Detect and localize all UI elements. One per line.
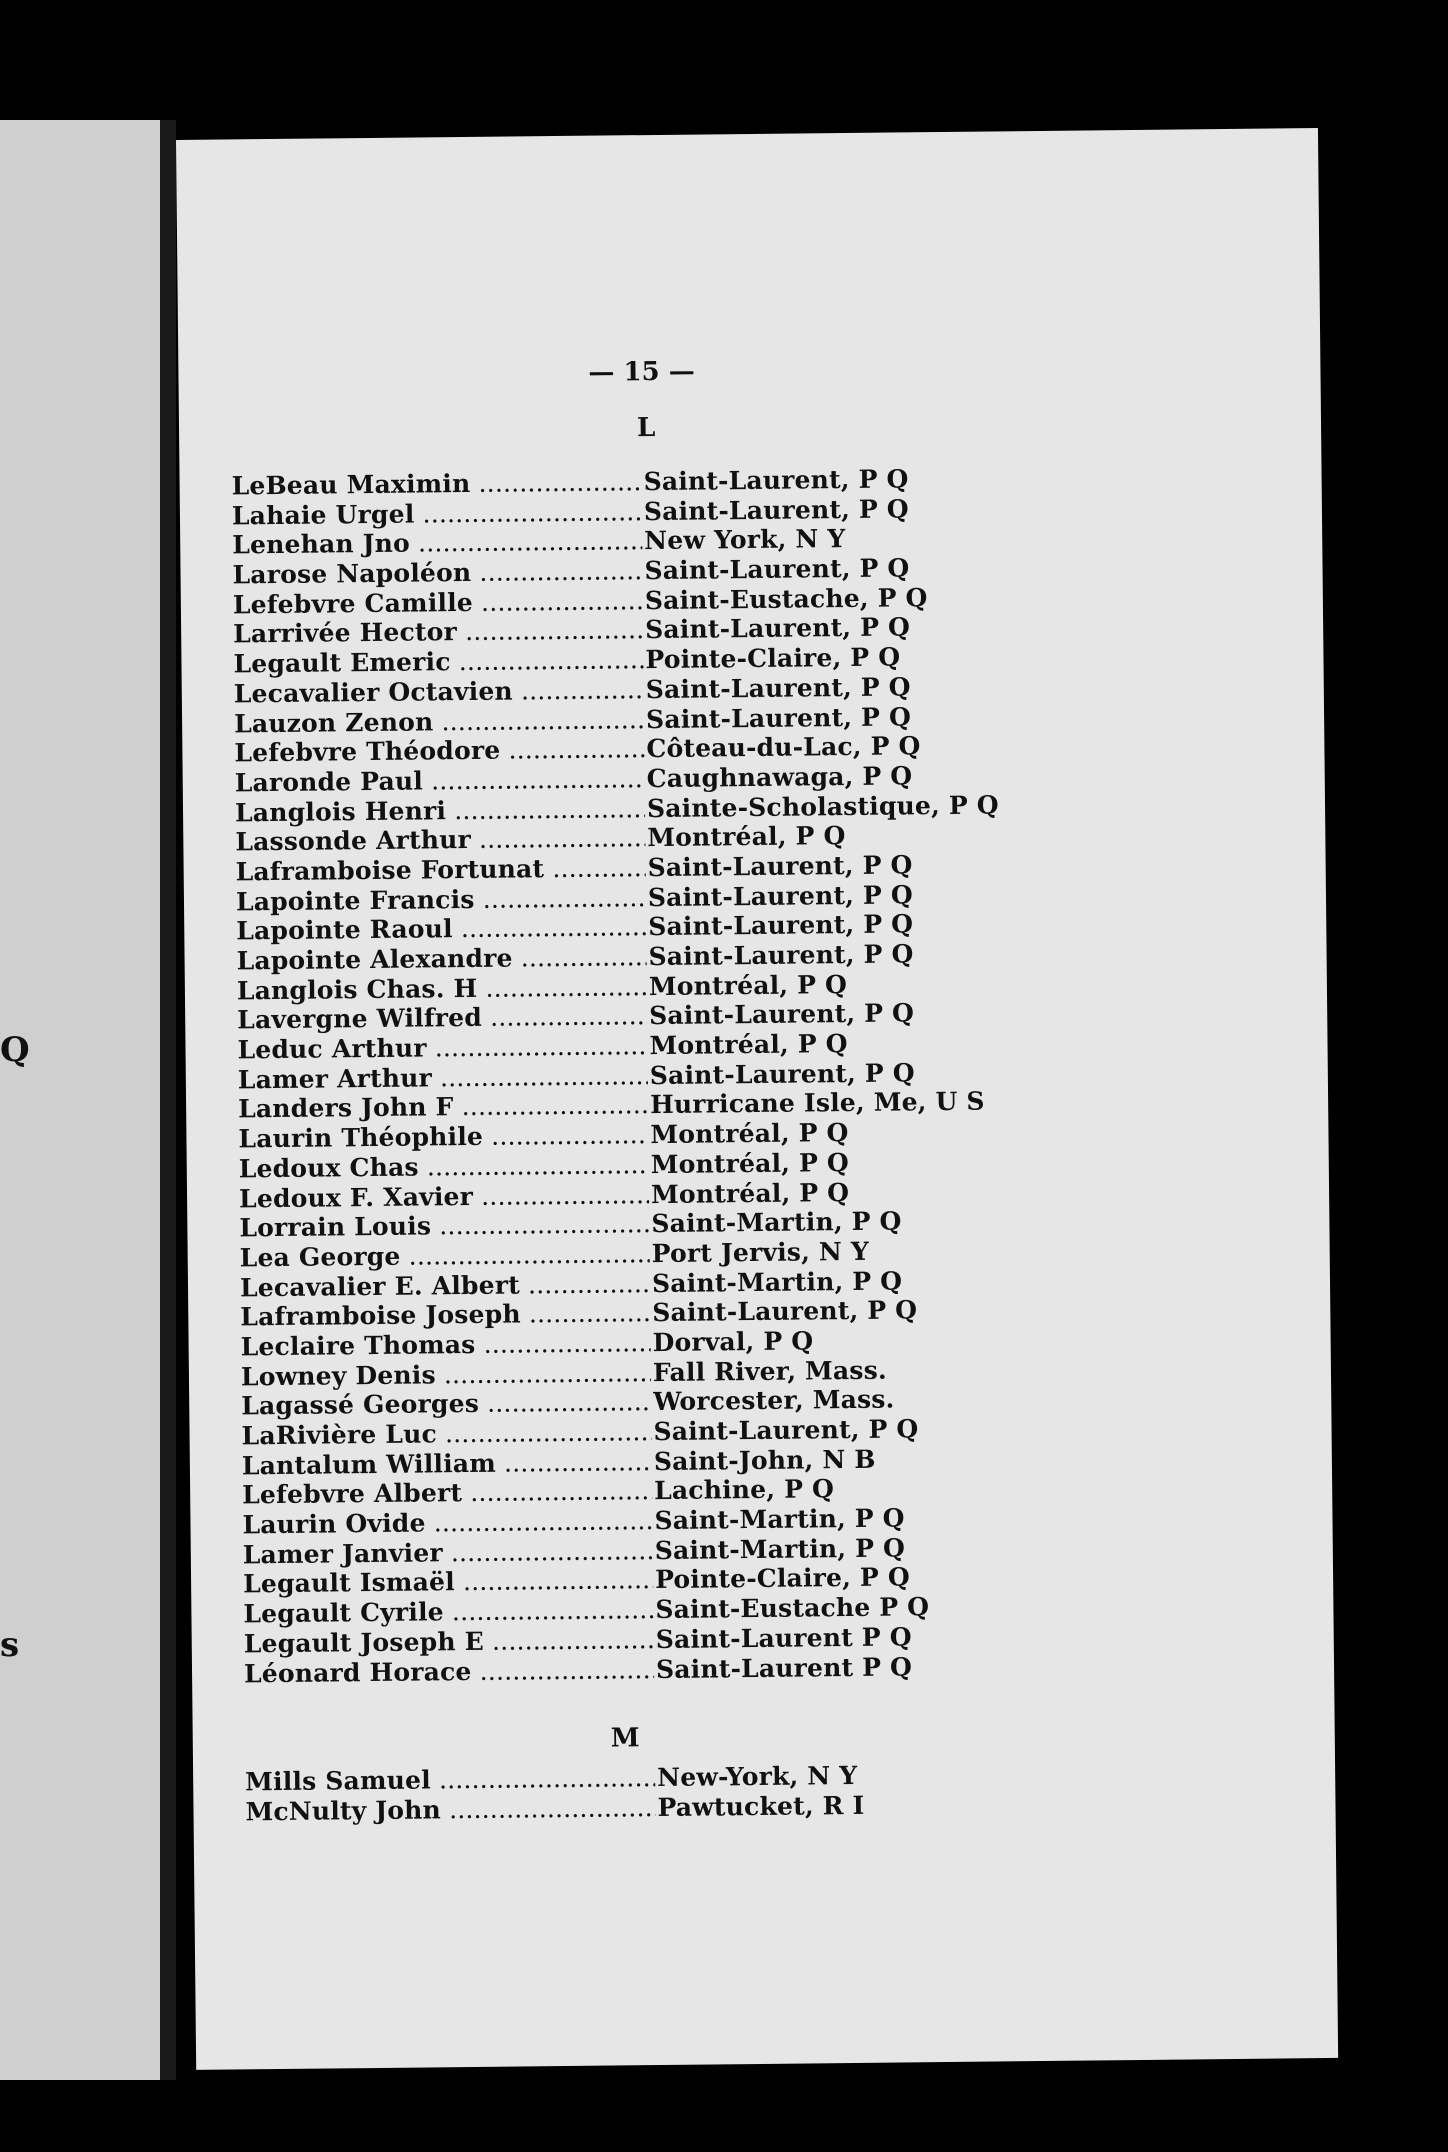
entry-place: Lachine, P Q (654, 1474, 835, 1506)
entry-name: Laurin Ovide ..... (242, 1506, 652, 1539)
entry-name: Ledoux F. Xavier ..... (239, 1180, 649, 1213)
entry-name: Larose Napoléon ..... (232, 556, 642, 589)
entry-place: Saint-Eustache, P Q (644, 582, 928, 615)
entry-name: Lantalum William ..... (242, 1447, 652, 1480)
entry-place: Saint-Martin, P Q (654, 1533, 906, 1565)
entry-place: Caughnawaga, P Q (646, 761, 913, 793)
entry-place: Saint-Laurent, P Q (644, 553, 910, 586)
entry-name: Lauzon Zenon ..... (234, 705, 644, 738)
entry-place: Côteau-du-Lac, P Q (646, 731, 921, 764)
entry-place: Saint-Martin, P Q (651, 1266, 903, 1298)
entry-place: Sainte-Scholastique, P Q (646, 789, 999, 823)
page-gutter (160, 120, 176, 2080)
facing-page-letter-s: s (0, 1625, 20, 1665)
entry-name: Lea George ..... (240, 1239, 650, 1272)
facing-page-edge (0, 120, 165, 2080)
entry-name: Lowney Denis ..... (241, 1358, 651, 1391)
entry-place: Saint-Laurent, P Q (649, 1058, 915, 1090)
entry-name: McNulty John ..... (245, 1793, 655, 1826)
entry-place: Saint-Laurent, P Q (643, 464, 909, 497)
entry-place: New-York, N Y (657, 1760, 858, 1793)
entry-place: Saint-Laurent, P Q (648, 939, 914, 972)
entry-name: Lefebvre Théodore ..... (234, 734, 644, 767)
entry-place: Montréal, P Q (650, 1177, 850, 1209)
entry-name: Lecavalier E. Albert ..... (240, 1269, 650, 1302)
entry-place: Pointe-Claire, P Q (654, 1562, 911, 1595)
entry-name: Laurin Théophile ..... (238, 1120, 648, 1153)
entry-name: Laframboise Joseph ..... (240, 1298, 650, 1331)
entry-place: Hurricane Isle, Me, U S (649, 1087, 985, 1120)
entry-name: Mills Samuel ..... (245, 1763, 655, 1796)
entry-name: Langlois Chas. H ..... (237, 972, 647, 1005)
entry-place: Port Jervis, N Y (651, 1236, 870, 1268)
entry-place: Montréal, P Q (647, 821, 846, 853)
section-l-entries (231, 462, 1144, 1689)
entry-place: Pawtucket, R I (657, 1790, 865, 1822)
entry-name: LaRivière Luc ..... (241, 1417, 651, 1450)
entry-name: Leclaire Thomas ..... (240, 1328, 650, 1361)
entry-place: Saint-Laurent, P Q (645, 701, 912, 734)
entry-name: Laronde Paul ..... (235, 764, 645, 797)
entry-name: Lamer Arthur ..... (238, 1061, 648, 1094)
section-m-entries (245, 1758, 1146, 1827)
section-heading-l: L (636, 412, 656, 444)
entry-place: Saint-Laurent, P Q (653, 1414, 919, 1447)
entry-name: Landers John F ..... (238, 1091, 648, 1124)
entry-place: Montréal, P Q (650, 1118, 849, 1150)
entry-place: Saint-Laurent, P Q (652, 1295, 918, 1328)
entry-name: Larrivée Hector ..... (233, 616, 643, 649)
entry-name: Lefebvre Camille ..... (233, 586, 643, 619)
entry-place: Fall River, Mass. (652, 1355, 887, 1387)
entry-name: Lapointe Francis ..... (236, 883, 646, 916)
entry-name: Lefebvre Albert ..... (242, 1476, 652, 1509)
entry-place: Saint-John, N B (653, 1444, 876, 1476)
entry-place: Saint-Martin, P Q (651, 1206, 902, 1239)
entry-name: Laframboise Fortunat ..... (236, 853, 646, 886)
entry-name: Lassonde Arthur ..... (235, 823, 645, 856)
directory-page (176, 128, 1338, 2070)
entry-name: Lapointe Raoul ..... (236, 912, 646, 945)
entry-name: Leduc Arthur ..... (237, 1031, 647, 1064)
entry-name: Léonard Horace ..... (244, 1655, 654, 1688)
entry-place: Saint-Laurent, P Q (645, 612, 911, 645)
entry-place: Saint-Laurent, P Q (647, 879, 913, 912)
entry-place: Saint-Laurent, P Q (647, 850, 913, 883)
entry-name: Langlois Henri ..... (235, 794, 645, 827)
entry-place: Dorval, P Q (652, 1326, 814, 1358)
entry-name: Lecavalier Octavien ..... (234, 675, 644, 708)
entry-place: Saint-Laurent P Q (655, 1651, 913, 1684)
entry-place: Saint-Martin, P Q (654, 1503, 905, 1536)
entry-name: Lagassé Georges ..... (241, 1387, 651, 1420)
entry-name: Lavergne Wilfred ..... (237, 1001, 647, 1034)
entry-name: Lenehan Jno ..... (232, 527, 642, 560)
entry-place: Saint-Laurent, P Q (649, 998, 915, 1031)
entry-place: Worcester, Mass. (653, 1384, 895, 1417)
entry-name: Lorrain Louis ..... (239, 1209, 649, 1242)
entry-name: Lapointe Alexandre ..... (236, 942, 646, 975)
entry-place: Montréal, P Q (650, 1147, 850, 1179)
entry-place: Saint-Laurent P Q (655, 1622, 912, 1654)
entry-name: Lamer Janvier ..... (243, 1536, 653, 1569)
entry-name: Legault Joseph E ..... (244, 1625, 654, 1658)
entry-place: New York, N Y (644, 524, 846, 556)
entry-place: Montréal, P Q (649, 1029, 848, 1061)
entry-place: Saint-Laurent, P Q (643, 494, 909, 526)
entry-name: Ledoux Chas ..... (239, 1150, 649, 1183)
section-heading-m: M (610, 1723, 640, 1754)
entry-name: Lahaie Urgel ..... (232, 497, 642, 530)
entry-place: Montréal, P Q (648, 969, 848, 1001)
entry-name: Legault Emeric ..... (233, 645, 643, 678)
entry-place: Pointe-Claire, P Q (645, 642, 901, 675)
facing-page-letter-q: Q (0, 1030, 30, 1070)
entry-name: LeBeau Maximin ..... (231, 467, 641, 500)
page-number: — 15 — (588, 356, 695, 388)
entry-name: Legault Ismaël ..... (243, 1566, 653, 1599)
entry-place: Saint-Laurent, P Q (648, 909, 914, 942)
entry-name: Legault Cyrile ..... (243, 1595, 653, 1628)
entry-place: Saint-Eustache P Q (655, 1592, 930, 1625)
entry-place: Saint-Laurent, P Q (645, 672, 911, 704)
